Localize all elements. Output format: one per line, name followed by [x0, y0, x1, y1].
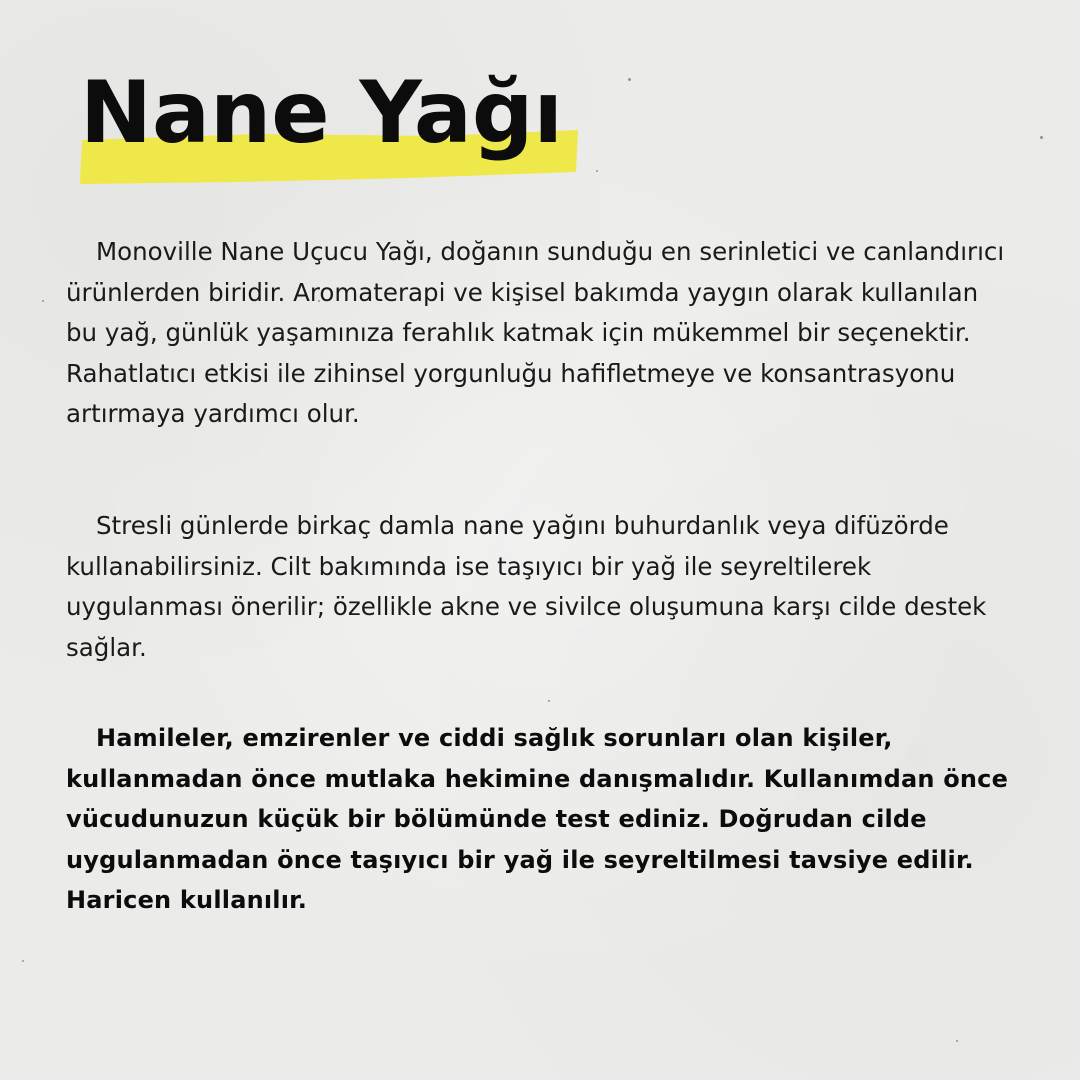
- page-title: Nane Yağı: [80, 63, 563, 163]
- title-block: [72, 54, 612, 204]
- paper-speck: [628, 78, 631, 81]
- usage-paragraph: Stresli günlerde birkaç damla nane yağını buhurdanlık veya difüzörde kullanabilirsiniz. Cilt bakımında ise taşıyıcı bir yağ ile seyreltilerek uygulanması önerilir; özellikle akne ve sivilce oluşumuna karşı cilde destek sağlar.: [66, 511, 987, 662]
- paper-speck: [1040, 136, 1043, 139]
- paper-speck: [22, 960, 24, 962]
- paper-speck: [42, 300, 44, 302]
- intro-paragraph: Monoville Nane Uçucu Yağı, doğanın sunduğu en serinletici ve canlandırıcı ürünlerden biridir. Aromaterapi ve kişisel bakımda yaygın olarak kullanılan bu yağ, günlük yaşamınıza ferahlık katmak için mükemmel bir seçenektir. Rahatlatıcı etkisi ile zihinsel yorgunluğu hafifletmeye ve konsantrasyonu artırmaya yardımcı olur.: [66, 237, 1005, 429]
- paper-speck: [956, 1040, 958, 1042]
- paper-speck: [548, 700, 550, 702]
- warning-paragraph: Hamileler, emzirenler ve ciddi sağlık sorunları olan kişiler, kullanmadan önce mutlaka hekimine danışmalıdır. Kullanımdan önce vücudunuzun küçük bir bölümünde test ediniz. Doğrudan cilde uygulanmadan önce taşıyıcı bir yağ ile seyreltilmesi tavsiye edilir. Haricen kullanılır.: [66, 724, 1009, 915]
